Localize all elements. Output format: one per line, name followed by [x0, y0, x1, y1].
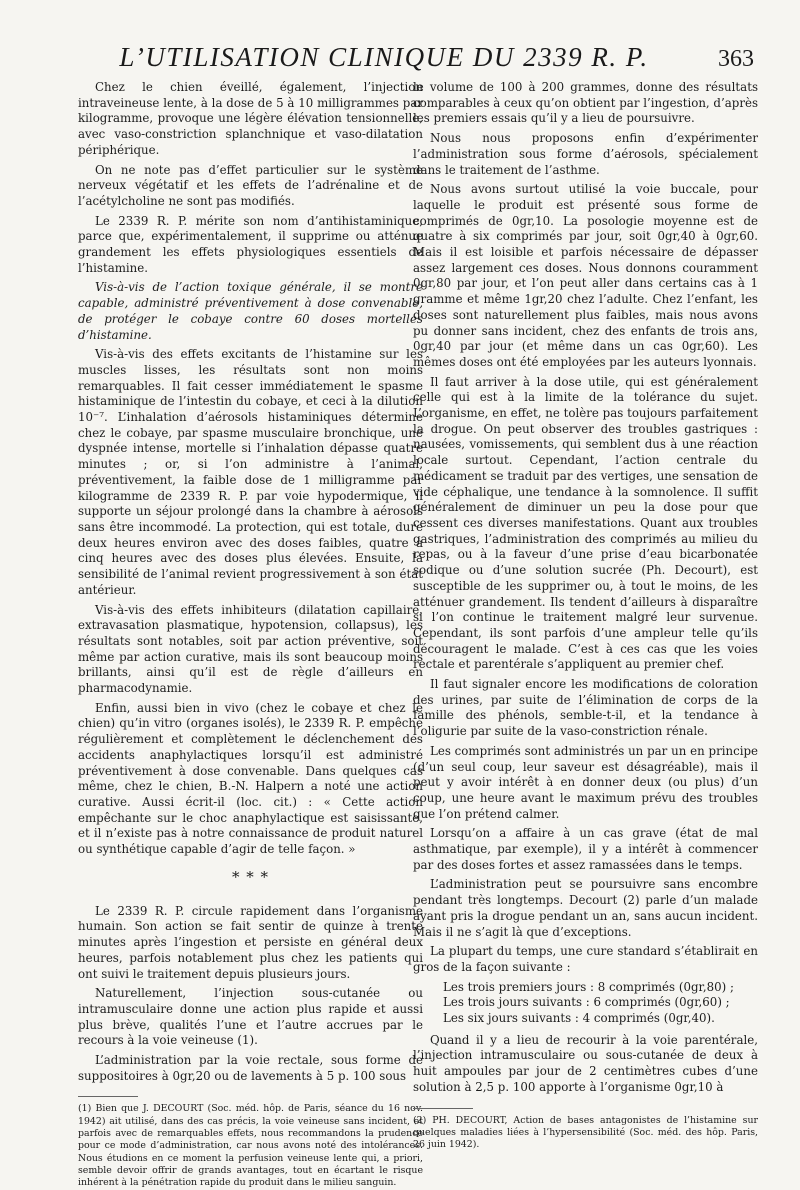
footnote-1: (1) Bien que J. DECOURT (Soc. méd. hôp. de Paris, séance du 16 nov. 1942) ait utilisé, dans des cas précis, la voie veineuse sans incident, et parfois avec de remarquables effets, nous recommandons la prudence pour ce mode d’administration, car nous avons noté des intolérances. Nous étudions en ce moment la perfusion veineuse lente qui, a priori, semble devoir offrir de grands avantages, tout en écartant le risque inhérent à la pénétration rapide du produit dans le milieu sanguin.: [78, 1103, 423, 1189]
section-separator: * * *: [231, 867, 270, 886]
paragraph: Le 2339 R. P. mérite son nom d’antihistaminique, parce que, expérimentalement, il supprime ou atténue grandement les effets physiologiques essentiels de l’histamine.: [78, 213, 423, 275]
dosage-list: [443, 980, 758, 1027]
paragraph: La plupart du temps, une cure standard s’établirait en gros de la façon suivante :: [413, 944, 758, 974]
list-item: Les six jours suivants : 4 comprimés (0gr,40).: [443, 1011, 715, 1026]
footnote-rule: [413, 1108, 473, 1109]
page-number: 363: [718, 46, 754, 72]
paragraph: Nous avons surtout utilisé la voie buccale, pour laquelle le produit est présenté sous forme de comprimés de 0gr,10. La posologie moyenne est de quatre à six comprimés par jour, soit 0gr,40 à 0gr,60. Mais il est loisible et parfois nécessaire de dépasser assez largement ces doses. Nous donnons couramment 0gr,80 par jour, et l’on peut aller dans certains cas à 1 gramme et même 1gr,20 chez l’adulte. Chez l’enfant, les doses sont naturellement plus faibles, mais nous avons pu donner sans incident, chez des enfants de trois ans, 0gr,40 par jour (et même dans un cas 0gr,60). Les mêmes doses ont été employées par les auteurs lyonnais.: [413, 182, 758, 369]
footnote-rule: [78, 1096, 138, 1097]
italic-subheading-paragraph: Vis-à-vis de l’action toxique générale, il se montre capable, administré préventivement à dose convenable, de protéger le cobaye contre 60 doses mortelles d’histamine.: [78, 280, 423, 342]
paragraph: Il faut signaler encore les modifications de coloration des urines, par suite de l’élimination de corps de la famille des phénols, semble-t-il, et la tendance à l’oligurie par suite de la vaso-constriction rénale.: [413, 677, 758, 739]
list-item: Les trois premiers jours : 8 comprimés (0gr,80) ;: [443, 979, 734, 994]
paragraph: Enfin, aussi bien in vivo (chez le cobaye et chez le chien) qu’in vitro (organes isolés), le 2339 R. P. empêche régulièrement et complètement le déclenchement des accidents anaphylactiques lorsqu’il est administré préventivement à dose convenable. Dans quelques cas même, chez le chien, B.-N. Halpern a noté une action curative. Aussi écrit-il (loc. cit.) : « Cette action empêchante sur le choc anaphylactique est saisissante, et il n’existe pas à notre connaissance de produit naturel ou synthétique capable d’agir de telle façon. »: [78, 700, 423, 857]
paragraph: Vis-à-vis des effets excitants de l’histamine sur les muscles lisses, les résultats sont non moins remarquables. Il fait cesser immédiatement le spasme histaminique de l’intestin du cobaye, et ceci à la dilution 10⁻⁷. L’inhalation d’aérosols histaminiques détermine chez le cobaye, par spasme musculaire bronchique, une dyspnée intense, mortelle si l’inhalation dépasse quatre minutes ; or, si l’on administre à l’animal, préventivement, la faible dose de 1 milligramme par kilogramme de 2339 R. P. par voie hypodermique, il supporte un séjour prolongé dans la chambre à aérosols sans être incommodé. La protection, qui est totale, dure deux heures environ avec des doses faibles, quatre à cinq heures avec des doses plus élevées. Ensuite, la sensibilité de l’animal revient progressivement à son état antérieur.: [78, 347, 423, 597]
paragraph: Quand il y a lieu de recourir à la voie parentérale, l’injection intramusculaire ou sous-cutanée de deux à huit ampoules par jour de 2 centimètres cubes d’une solution à 2,5 p. 100 apporte à l’organisme 0gr,10 à: [413, 1032, 758, 1094]
paragraph: Nous nous proposons enfin d’expérimenter l’administration sous forme d’aérosols, spécialement dans le traitement de l’asthme.: [413, 131, 758, 177]
paragraph: Les comprimés sont administrés un par un en principe (d’un seul coup, leur saveur est désagréable), mais il peut y avoir intérêt à en donner deux (ou plus) d’un coup, une heure avant le maximum prévu des troubles que l’on prétend calmer.: [413, 743, 758, 821]
paragraph: Le 2339 R. P. circule rapidement dans l’organisme humain. Son action se fait sentir de quinze à trente minutes après l’ingestion et persiste en général deux heures, parfois notablement plus chez les patients qui ont suivi le traitement depuis plusieurs jours.: [78, 903, 423, 981]
paragraph: Chez le chien éveillé, également, l’injection intraveineuse lente, à la dose de 5 à 10 milligrammes par kilogramme, provoque une légère élévation tensionnelle, avec vaso-constriction splanchnique et vaso-dilatation périphérique.: [78, 80, 423, 157]
paragraph: Lorsqu’on a affaire à un cas grave (état de mal asthmatique, par exemple), il y a intérêt à commencer par des doses fortes et assez ramassées dans le temps.: [413, 826, 758, 872]
paragraph: L’administration peut se poursuivre sans encombre pendant très longtemps. Decourt (2) parle d’un malade ayant pris la drogue pendant un an, sans aucun incident. Mais il ne s’agit là que d’exceptions.: [413, 877, 758, 939]
paragraph: L’administration par la voie rectale, sous forme de suppositoires à 0gr,20 ou de lavements à 5 p. 100 sous: [78, 1053, 423, 1083]
paragraph: Naturellement, l’injection sous-cutanée ou intramusculaire donne une action plus rapide et aussi plus brève, qualités l’une et l’autre accrues par le recours à la voie veineuse (1).: [78, 986, 423, 1048]
left-column: [78, 80, 423, 1190]
right-column: [413, 80, 758, 1151]
paragraph: Vis-à-vis des effets inhibiteurs (dilatation capillaire, extravasation plasmatique, hypotension, collapsus), les résultats sont notables, soit par action préventive, soit même par action curative, mais ils sont beaucoup moins brillants, ainsi qu’il est de règle d’ailleurs en pharmacodynamie.: [78, 602, 423, 696]
paragraph: le volume de 100 à 200 grammes, donne des résultats comparables à ceux qu’on obtient par l’ingestion, d’après les premiers essais qu’il y a lieu de poursuivre.: [413, 80, 758, 126]
list-item: Les trois jours suivants : 6 comprimés (0gr,60) ;: [443, 995, 730, 1010]
paragraph: Il faut arriver à la dose utile, qui est généralement celle qui est à la limite de la tolérance du sujet. L’organisme, en effet, ne tolère pas toujours parfaitement la drogue. On peut observer des troubles gastriques : nausées, vomissements, qui semblent dus à une réaction locale surtout. Cependant, l’action centrale du médicament se traduit par des vertiges, une sensation de vide céphalique, une tendance à la somnolence. Il suffit généralement de diminuer un peu la dose pour que cessent ces diverses manifestations. Quant aux troubles gastriques, l’administration des comprimés au milieu du repas, ou à la faveur d’une prise d’eau bicarbonatée sodique ou d’une solution sucrée (Ph. Decourt), est susceptible de les supprimer ou, à tout le moins, de les atténuer grandement. Ils tendent d’ailleurs à disparaître si l’on continue le traitement malgré leur survenue. Cependant, ils sont parfois d’une ampleur telle qu’ils découragent le malade. C’est à ces cas que les voies rectale et parentérale s’appliquent au premier chef.: [413, 374, 758, 672]
page-title: L’UTILISATION CLINIQUE DU 2339 R. P.: [119, 42, 649, 72]
footnote-2: (2) PH. DECOURT, Action de bases antagonistes de l’histamine sur quelques maladies liées à l’hypersensibilité (Soc. méd. des hôp. Paris, 26 juin 1942).: [413, 1114, 758, 1151]
paragraph: On ne note pas d’effet particulier sur le système nerveux végétatif et les effets de l’adrénaline et de l’acétylcholine ne sont pas modifiés.: [78, 162, 423, 208]
running-header: [80, 42, 758, 72]
